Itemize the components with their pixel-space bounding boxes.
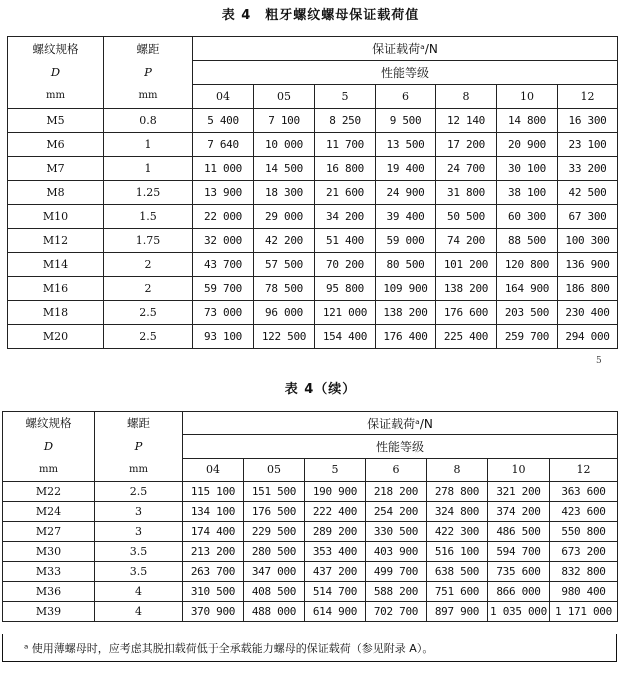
proof-load-cell: 43 700 (193, 253, 254, 277)
grade-header-6: 6 (376, 85, 436, 109)
proof-load-cell: 18 300 (254, 181, 315, 205)
proof-load-cell: 17 200 (436, 133, 497, 157)
table-title: 表 4 粗牙螺纹螺母保证载荷值 (221, 8, 420, 23)
proof-load-cell: 702 700 (366, 602, 427, 622)
pitch-cell: 0.8 (104, 109, 193, 133)
pitch-label: 螺距 (127, 416, 150, 430)
pitch-cell: 1.5 (104, 205, 193, 229)
proof-load-table-continued (2, 411, 618, 622)
table-row (8, 277, 618, 301)
proof-load-cell: 263 700 (183, 562, 244, 582)
proof-load-cell: 164 900 (497, 277, 558, 301)
proof-load-cell: 1 035 000 (488, 602, 550, 622)
proof-load-cell: 289 200 (305, 522, 366, 542)
grade-header-6: 6 (366, 458, 427, 481)
proof-load-cell: 278 800 (427, 482, 488, 502)
proof-load-cell: 437 200 (305, 562, 366, 582)
thread-size-cell: M14 (8, 253, 104, 277)
proof-load-cell: 23 100 (558, 133, 618, 157)
proof-load-cell: 138 200 (436, 277, 497, 301)
footnote: ᵃ 使用薄螺母时，应考虑其脱扣载荷低于全承载能力螺母的保证载荷（参见附录 A）。 (24, 642, 434, 655)
table-title-continued: 表 4（续） (284, 382, 357, 397)
proof-load-cell: 176 500 (244, 502, 305, 522)
thread-size-cell: M10 (8, 205, 104, 229)
proof-load-cell: 186 800 (558, 277, 618, 301)
proof-load-cell: 550 800 (550, 522, 618, 542)
proof-load-cell: 39 400 (376, 205, 436, 229)
proof-load-cell: 374 200 (488, 502, 550, 522)
pitch-cell: 2.5 (95, 482, 183, 502)
proof-load-cell: 16 300 (558, 109, 618, 133)
thread-size-header (3, 412, 95, 482)
proof-load-cell: 310 500 (183, 582, 244, 602)
proof-load-cell: 30 100 (497, 157, 558, 181)
proof-load-cell: 121 000 (315, 301, 376, 325)
proof-load-cell: 176 600 (436, 301, 497, 325)
pitch-cell: 1 (104, 157, 193, 181)
proof-load-cell: 29 000 (254, 205, 315, 229)
table-row (8, 229, 618, 253)
thread-size-label: 螺纹规格 (25, 416, 72, 430)
thread-size-cell: M12 (8, 229, 104, 253)
proof-load-cell: 38 100 (497, 181, 558, 205)
thread-size-cell: M30 (3, 542, 95, 562)
proof-load-cell: 324 800 (427, 502, 488, 522)
grade-header-8: 8 (436, 85, 497, 109)
pitch-cell: 1.75 (104, 229, 193, 253)
proof-load-cell: 7 100 (254, 109, 315, 133)
pitch-cell: 1 (104, 133, 193, 157)
thread-size-cell: M16 (8, 277, 104, 301)
proof-load-cell: 42 500 (558, 181, 618, 205)
proof-load-cell: 11 000 (193, 157, 254, 181)
proof-load-cell: 330 500 (366, 522, 427, 542)
thread-size-cell: M36 (3, 582, 95, 602)
proof-load-cell: 73 000 (193, 301, 254, 325)
thread-size-cell: M6 (8, 133, 104, 157)
proof-load-cell: 594 700 (488, 542, 550, 562)
proof-load-cell: 7 640 (193, 133, 254, 157)
pitch-label: 螺距 (136, 42, 160, 56)
table-row (8, 253, 618, 277)
pitch-symbol: P (134, 439, 143, 453)
proof-load-cell: 78 500 (254, 277, 315, 301)
proof-load-cell: 59 000 (376, 229, 436, 253)
proof-load-cell: 67 300 (558, 205, 618, 229)
proof-load-table (7, 36, 618, 349)
pitch-unit: mm (138, 90, 158, 101)
table-row (3, 522, 618, 542)
proof-load-cell: 120 800 (497, 253, 558, 277)
proof-load-cell: 5 400 (193, 109, 254, 133)
proof-load-cell: 408 500 (244, 582, 305, 602)
thread-size-cell: M20 (8, 325, 104, 349)
thread-size-header (8, 37, 104, 109)
proof-load-cell: 122 500 (254, 325, 315, 349)
proof-load-cell: 11 700 (315, 133, 376, 157)
grade-header-5: 5 (305, 458, 366, 481)
thread-size-cell: M8 (8, 181, 104, 205)
pitch-cell: 3.5 (95, 542, 183, 562)
proof-load-cell: 225 400 (436, 325, 497, 349)
grade-header-04: 04 (193, 85, 254, 109)
proof-load-cell: 254 200 (366, 502, 427, 522)
pitch-cell: 3 (95, 502, 183, 522)
proof-load-cell: 31 800 (436, 181, 497, 205)
grade-header-5: 5 (315, 85, 376, 109)
thread-size-label: 螺纹规格 (32, 42, 79, 56)
thread-size-cell: M24 (3, 502, 95, 522)
proof-load-cell: 403 900 (366, 542, 427, 562)
proof-load-cell: 109 900 (376, 277, 436, 301)
proof-load-cell: 213 200 (183, 542, 244, 562)
pitch-header (95, 412, 183, 482)
proof-load-cell: 60 300 (497, 205, 558, 229)
thread-size-cell: M33 (3, 562, 95, 582)
proof-load-cell: 16 800 (315, 157, 376, 181)
proof-load-cell: 95 800 (315, 277, 376, 301)
proof-load-cell: 363 600 (550, 482, 618, 502)
property-class-header: 性能等级 (183, 435, 618, 458)
proof-load-cell: 897 900 (427, 602, 488, 622)
table-row (3, 502, 618, 522)
proof-load-cell: 151 500 (244, 482, 305, 502)
proof-load-cell: 230 400 (558, 301, 618, 325)
proof-load-cell: 74 200 (436, 229, 497, 253)
proof-load-cell: 488 000 (244, 602, 305, 622)
grade-header-12: 12 (550, 458, 618, 481)
pitch-cell: 2.5 (104, 325, 193, 349)
proof-load-cell: 259 700 (497, 325, 558, 349)
proof-load-cell: 14 500 (254, 157, 315, 181)
table-row (3, 582, 618, 602)
proof-load-cell: 24 900 (376, 181, 436, 205)
grade-header-12: 12 (558, 85, 618, 109)
thread-size-cell: M7 (8, 157, 104, 181)
thread-size-symbol: D (50, 65, 61, 79)
proof-load-cell: 280 500 (244, 542, 305, 562)
thread-size-cell: M22 (3, 482, 95, 502)
proof-load-cell: 673 200 (550, 542, 618, 562)
table-row (3, 482, 618, 502)
thread-size-cell: M39 (3, 602, 95, 622)
table-row (8, 133, 618, 157)
proof-load-cell: 34 200 (315, 205, 376, 229)
proof-load-cell: 486 500 (488, 522, 550, 542)
pitch-cell: 2.5 (104, 301, 193, 325)
grade-header-10: 10 (488, 458, 550, 481)
proof-load-cell: 353 400 (305, 542, 366, 562)
proof-load-cell: 8 250 (315, 109, 376, 133)
proof-load-cell: 321 200 (488, 482, 550, 502)
proof-load-cell: 88 500 (497, 229, 558, 253)
proof-load-cell: 14 800 (497, 109, 558, 133)
pitch-unit: mm (129, 464, 148, 475)
proof-load-cell: 229 500 (244, 522, 305, 542)
proof-load-cell: 22 000 (193, 205, 254, 229)
proof-load-cell: 115 100 (183, 482, 244, 502)
thread-size-unit: mm (39, 464, 58, 475)
pitch-header (104, 37, 193, 109)
grade-header-10: 10 (497, 85, 558, 109)
table-row (8, 157, 618, 181)
pitch-cell: 4 (95, 582, 183, 602)
proof-load-cell: 19 400 (376, 157, 436, 181)
proof-load-cell: 614 900 (305, 602, 366, 622)
proof-load-cell: 423 600 (550, 502, 618, 522)
proof-load-cell: 347 000 (244, 562, 305, 582)
proof-load-cell: 96 000 (254, 301, 315, 325)
proof-load-cell: 588 200 (366, 582, 427, 602)
pitch-cell: 1.25 (104, 181, 193, 205)
grade-header-04: 04 (183, 458, 244, 481)
proof-load-cell: 10 000 (254, 133, 315, 157)
table-row (3, 542, 618, 562)
proof-load-cell: 59 700 (193, 277, 254, 301)
proof-load-cell: 13 500 (376, 133, 436, 157)
table-row (3, 562, 618, 582)
page-number: 5 (596, 356, 602, 366)
thread-size-symbol: D (43, 439, 54, 453)
grade-header-8: 8 (427, 458, 488, 481)
proof-load-cell: 80 500 (376, 253, 436, 277)
proof-load-cell: 93 100 (193, 325, 254, 349)
proof-load-cell: 50 500 (436, 205, 497, 229)
proof-load-cell: 751 600 (427, 582, 488, 602)
proof-load-cell: 190 900 (305, 482, 366, 502)
proof-load-cell: 735 600 (488, 562, 550, 582)
proof-load-cell: 24 700 (436, 157, 497, 181)
proof-load-cell: 980 400 (550, 582, 618, 602)
proof-load-cell: 100 300 (558, 229, 618, 253)
proof-load-header: 保证载荷ᵃ/N (193, 37, 618, 61)
proof-load-cell: 136 900 (558, 253, 618, 277)
proof-load-cell: 218 200 (366, 482, 427, 502)
property-class-header: 性能等级 (193, 61, 618, 85)
proof-load-cell: 32 000 (193, 229, 254, 253)
pitch-symbol: P (144, 65, 152, 79)
proof-load-cell: 514 700 (305, 582, 366, 602)
pitch-cell: 3 (95, 522, 183, 542)
pitch-cell: 3.5 (95, 562, 183, 582)
proof-load-cell: 370 900 (183, 602, 244, 622)
proof-load-cell: 20 900 (497, 133, 558, 157)
proof-load-cell: 134 100 (183, 502, 244, 522)
proof-load-cell: 832 800 (550, 562, 618, 582)
proof-load-cell: 33 200 (558, 157, 618, 181)
thread-size-cell: M27 (3, 522, 95, 542)
proof-load-cell: 154 400 (315, 325, 376, 349)
thread-size-cell: M5 (8, 109, 104, 133)
proof-load-cell: 12 140 (436, 109, 497, 133)
proof-load-cell: 174 400 (183, 522, 244, 542)
proof-load-cell: 51 400 (315, 229, 376, 253)
table-row (8, 181, 618, 205)
proof-load-cell: 638 500 (427, 562, 488, 582)
proof-load-cell: 13 900 (193, 181, 254, 205)
table-row (8, 325, 618, 349)
proof-load-cell: 422 300 (427, 522, 488, 542)
proof-load-cell: 101 200 (436, 253, 497, 277)
thread-size-cell: M18 (8, 301, 104, 325)
pitch-cell: 2 (104, 277, 193, 301)
proof-load-cell: 516 100 (427, 542, 488, 562)
proof-load-cell: 294 000 (558, 325, 618, 349)
table-row (8, 109, 618, 133)
table-row (8, 301, 618, 325)
proof-load-cell: 866 000 (488, 582, 550, 602)
grade-header-05: 05 (244, 458, 305, 481)
proof-load-cell: 176 400 (376, 325, 436, 349)
proof-load-cell: 42 200 (254, 229, 315, 253)
thread-size-unit: mm (46, 90, 65, 101)
grade-header-05: 05 (254, 85, 315, 109)
pitch-cell: 4 (95, 602, 183, 622)
table-row (8, 205, 618, 229)
proof-load-header: 保证载荷ᵃ/N (183, 412, 618, 435)
proof-load-cell: 70 200 (315, 253, 376, 277)
proof-load-cell: 9 500 (376, 109, 436, 133)
proof-load-cell: 203 500 (497, 301, 558, 325)
table-row (3, 602, 618, 622)
proof-load-cell: 1 171 000 (550, 602, 618, 622)
proof-load-cell: 138 200 (376, 301, 436, 325)
proof-load-cell: 222 400 (305, 502, 366, 522)
proof-load-cell: 499 700 (366, 562, 427, 582)
pitch-cell: 2 (104, 253, 193, 277)
proof-load-cell: 57 500 (254, 253, 315, 277)
proof-load-cell: 21 600 (315, 181, 376, 205)
